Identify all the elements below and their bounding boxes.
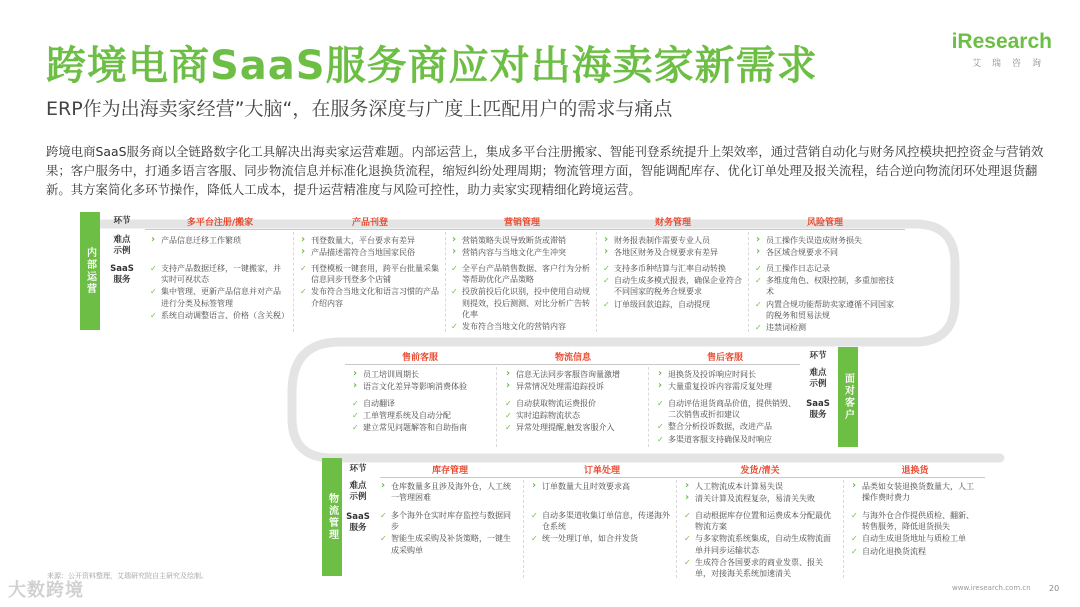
stage-header: 售后客服 (706, 353, 743, 363)
saas-item: ✓ 与多家物流系统集成，自动生成物流面单并同步运输状态 (684, 533, 838, 555)
saas-item: ✓ 异常处理提醒,触发客服介入 (505, 422, 645, 433)
saas-list (150, 263, 288, 322)
pain-list (603, 235, 743, 259)
page-title: 跨境电商SaaS服务商应对出海卖家新需求 (46, 43, 818, 89)
pain-item: › 员工培训周期长 (352, 369, 492, 380)
stage-header: 售前客服 (401, 353, 438, 363)
saas-list (657, 398, 797, 446)
pain-item: › 员工操作失误造成财务损失 (755, 235, 895, 246)
saas-item: ✓ 整合分析投诉数据，改进产品 (657, 421, 797, 432)
pain-item: › 人工物流成本计算易失误 (684, 481, 838, 492)
row-label-pain: 难点 示例 (113, 235, 131, 256)
column-separator (523, 480, 524, 578)
saas-list (380, 510, 518, 557)
pain-item: › 产品描述需符合当地国家民俗 (300, 247, 440, 258)
pain-item: › 大量重复投诉内容需反复处理 (657, 381, 797, 392)
saas-list (505, 398, 645, 435)
pain-item: › 信息无法同步客服咨询量激增 (505, 369, 645, 380)
pain-item: › 清关计算及流程复杂，易清关失败 (684, 493, 838, 504)
saas-item: ✓ 投放前投后化识别，投中使用自动规则提效，投后测测、对比分析广告转化率 (451, 286, 591, 320)
stage-header: 订单处理 (583, 466, 620, 476)
tab-logistics-management: 物流管理 (322, 458, 342, 576)
saas-item: ✓ 多个海外仓实时库存监控与数据同步 (380, 510, 518, 532)
pain-list (755, 235, 895, 259)
pain-item: › 各区域合规要求不同 (755, 247, 895, 258)
pain-item: › 退换货及投诉响应时间长 (657, 369, 797, 380)
saas-item: ✓ 发布符合当地文化的营销内容 (451, 321, 591, 332)
logo-text: iResearch (951, 30, 1052, 53)
pain-list (451, 235, 591, 259)
pain-item: › 订单数量大且时效要求高 (531, 481, 671, 492)
header-divider (345, 364, 800, 365)
row-label-saas: SaaS 服务 (346, 512, 370, 533)
column-separator (648, 367, 649, 447)
pain-item: › 异常情况处理需追踪投诉 (505, 381, 645, 392)
saas-item: ✓ 自动生成多模式报表，确保企业符合不同国家的税务合规要求 (603, 275, 743, 297)
stage-header: 产品刊登 (351, 218, 388, 228)
stage-header: 风险管理 (806, 218, 843, 228)
saas-item: ✓ 违禁词检测 (755, 322, 895, 333)
saas-item: ✓ 自动多渠道收集订单信息，传递海外仓系统 (531, 510, 671, 532)
tab-customer-facing: 面对客户 (838, 347, 858, 447)
saas-item: ✓ 集中管理、更新产品信息并对产品进行分类及标签管理 (150, 286, 288, 308)
saas-item: ✓ 工单管理系统及自动分配 (352, 410, 492, 421)
saas-item: ✓ 刊登模板一键套用，跨平台批量采集信息同步刊登多个店铺 (300, 263, 440, 285)
saas-item: ✓ 自动根据库存位置和运费成本分配最优物流方案 (684, 510, 838, 532)
saas-list (603, 263, 743, 311)
pain-item: › 各地区财务及合规要求有差异 (603, 247, 743, 258)
column-separator (843, 480, 844, 578)
column-separator (496, 367, 497, 447)
saas-item: ✓ 全平台产品销售数据、客户行为分析等帮助优化产品策略 (451, 263, 591, 285)
saas-item: ✓ 自动翻译 (352, 398, 492, 409)
pain-list (505, 369, 645, 393)
saas-list (851, 510, 976, 558)
saas-item: ✓ 生成符合各国要求的商业发票、报关单，对接海关系统加速清关 (684, 557, 838, 579)
saas-item: ✓ 自动化退换货流程 (851, 546, 976, 557)
stage-header: 库存管理 (431, 466, 468, 476)
column-separator (748, 232, 749, 332)
column-separator (445, 232, 446, 332)
pain-list (657, 369, 797, 393)
saas-item: ✓ 内置合规功能帮助卖家遵循不同国家的税务和贸易法规 (755, 299, 895, 321)
row-label-stage: 环节 (113, 216, 131, 226)
saas-item: ✓ 多渠道客服支持确保及时响应 (657, 434, 797, 445)
pain-item: › 刊登数量大，平台要求有差异 (300, 235, 440, 246)
saas-item: ✓ 自动生成退货地址与质检工单 (851, 533, 976, 544)
pain-item: › 品类如女装退换货数量大，人工操作费时费力 (851, 481, 976, 503)
saas-item: ✓ 系统自动调整语言、价格（含关税） (150, 310, 288, 321)
pain-item: › 营销策略失误导致断货或滞销 (451, 235, 591, 246)
saas-item: ✓ 多维度角色、权限控制，多重加密技术 (755, 275, 895, 297)
pain-item: › 财务报表制作需要专业人员 (603, 235, 743, 246)
page-subtitle: ERP作为出海卖家经营”大脑“，在服务深度与广度上匹配用户的需求与痛点 (46, 98, 673, 120)
stage-header: 退换货 (901, 466, 929, 476)
saas-list (451, 263, 591, 333)
pain-list (352, 369, 492, 393)
logo-subtext: 艾瑞咨询 (971, 59, 1052, 69)
stage-header: 多平台注册/搬家 (186, 218, 254, 228)
pain-list (300, 235, 440, 259)
saas-item: ✓ 支持多币种结算与汇率自动转换 (603, 263, 743, 274)
tab-internal-operations: 内部运营 (80, 212, 100, 330)
saas-item: ✓ 员工操作日志记录 (755, 263, 895, 274)
pain-item: › 仓库数量多且涉及海外仓，人工统一管理困难 (380, 481, 518, 503)
saas-item: ✓ 统一处理订单，如合并发货 (531, 533, 671, 544)
pain-item: › 产品信息迁移工作繁琐 (150, 235, 288, 246)
pain-list (380, 481, 518, 504)
saas-item: ✓ 发布符合当地文化和语言习惯的产品介绍内容 (300, 286, 440, 308)
header-divider (145, 229, 905, 230)
saas-item: ✓ 实时追踪物流状态 (505, 410, 645, 421)
saas-list (755, 263, 895, 334)
pain-list (531, 481, 671, 493)
pain-list (684, 481, 838, 505)
column-separator (293, 232, 294, 332)
saas-item: ✓ 自动获取物流运费报价 (505, 398, 645, 409)
saas-list (300, 263, 440, 310)
row-label-saas: SaaS 服务 (110, 264, 134, 285)
saas-list (352, 398, 492, 435)
saas-item: ✓ 建立常见问题解答和自助指南 (352, 422, 492, 433)
page-number: 20 (1049, 584, 1060, 593)
saas-item: ✓ 自动评估退货商品价值，提供销毁、二次销售或折扣建议 (657, 398, 797, 420)
stage-header: 物流信息 (554, 353, 591, 363)
saas-list (684, 510, 838, 580)
saas-item: ✓ 支持产品数据迁移，一键搬家，并实时可视状态 (150, 263, 288, 285)
column-separator (676, 480, 677, 578)
row-label-saas: SaaS 服务 (806, 399, 830, 420)
header-divider (380, 477, 985, 478)
stage-header: 发货/清关 (740, 466, 780, 476)
column-separator (596, 232, 597, 332)
row-label-pain: 难点 示例 (809, 368, 827, 389)
row-label-pain: 难点 示例 (349, 481, 367, 502)
saas-item: ✓ 与海外仓合作提供质检、翻新、转售服务，降低退货损失 (851, 510, 976, 532)
row-label-stage: 环节 (809, 351, 827, 361)
stage-header: 财务管理 (654, 218, 691, 228)
pain-list (150, 235, 288, 247)
intro-paragraph: 跨境电商SaaS服务商以全链路数字化工具解决出海卖家运营难题。内部运营上，集成多平台注册搬家、智能刊登系统提升上架效率，通过营销自动化与财务风控模块把控资金与营销效果；客户服务中，打通多语言客服、同步物流信息并标准化退换货流程，缩短纠纷处理周期；物流管理方面，智能调配库存、优化订单处理及报关流程，结合逆向物流闭环处理退货翻新。其方案简化多环节操作，降低人工成本，提升运营精准度与风险可控性，助力卖家实现精细化跨境运营。 (46, 144, 1044, 197)
saas-item: ✓ 智能生成采购及补货策略，一键生成采购单 (380, 533, 518, 555)
watermark-text: 大数跨境 (8, 580, 84, 601)
saas-list (531, 510, 671, 546)
pain-list (851, 481, 976, 504)
footer-url: www.iresearch.com.cn (952, 584, 1031, 592)
pain-item: › 语言文化差异等影响消费体验 (352, 381, 492, 392)
source-note: 来源：公开资料整理，艾瑞研究院自主研究及绘制。 (47, 572, 208, 580)
stage-header: 营销管理 (503, 218, 540, 228)
pain-item: › 营销内容与当地文化产生冲突 (451, 247, 591, 258)
row-label-stage: 环节 (349, 464, 367, 474)
saas-item: ✓ 订单级回款追踪，自动提现 (603, 299, 743, 310)
